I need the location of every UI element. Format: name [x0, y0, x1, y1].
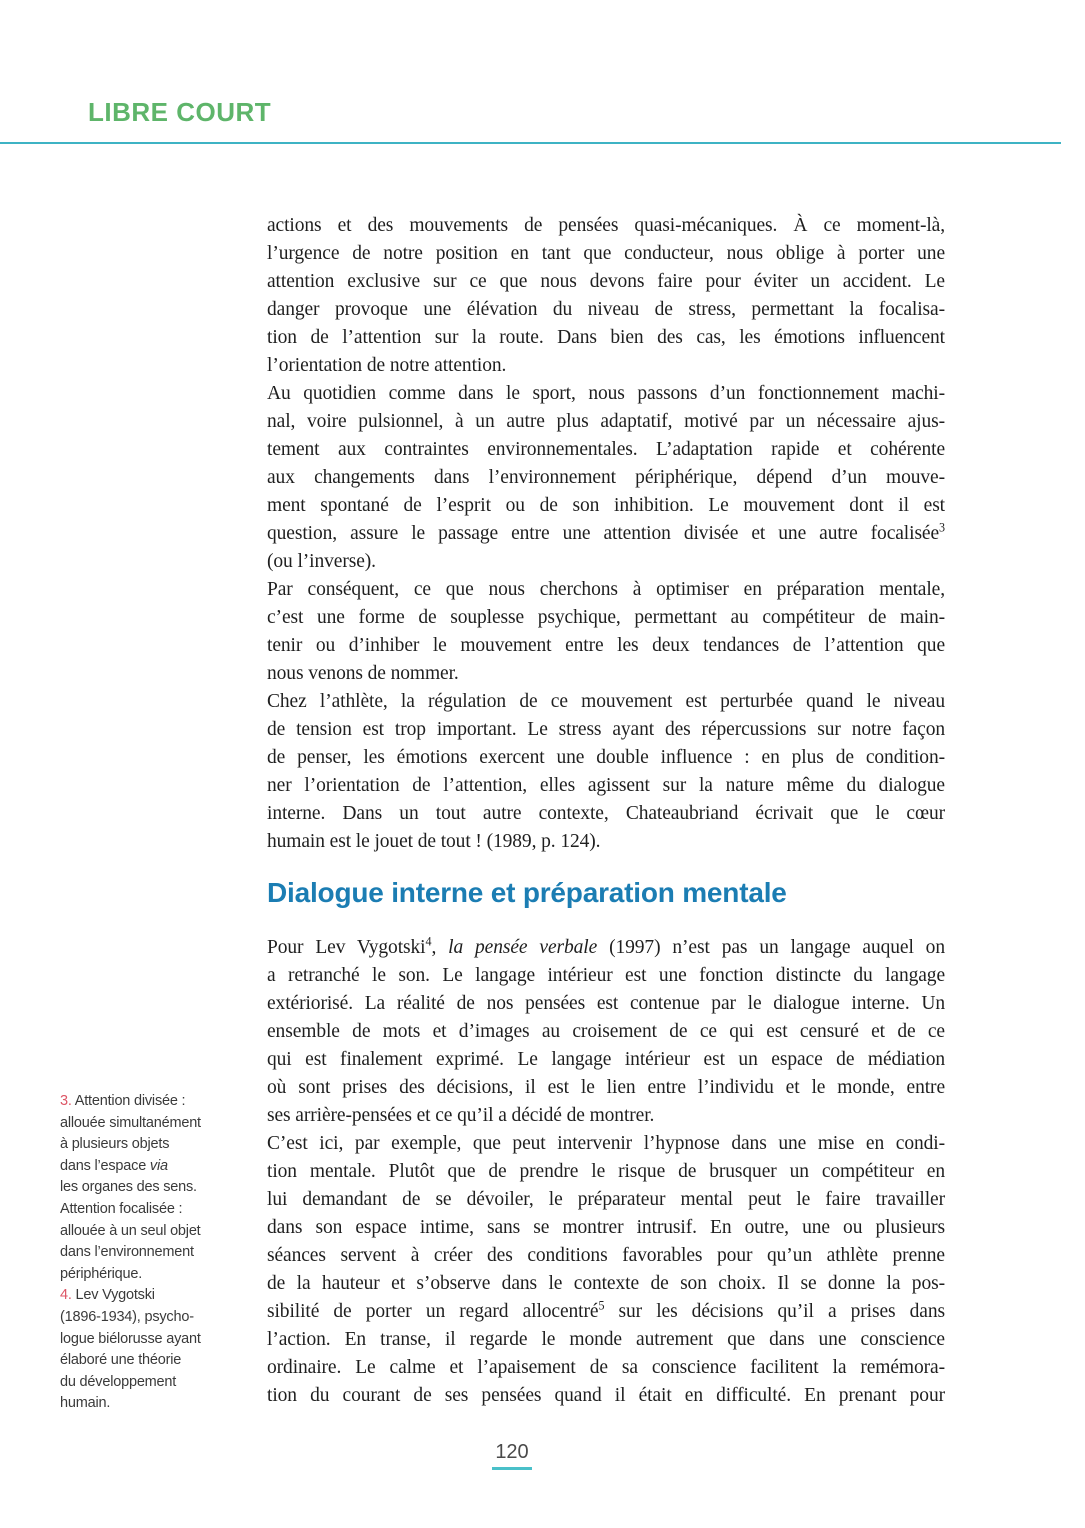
- text-segment: l’action. En transe, il regarde le monde autrement que dans une conscience: [267, 1329, 945, 1350]
- text-segment: (ou l’inverse).: [267, 551, 376, 572]
- page-number-block: [472, 1441, 552, 1470]
- text-line: [60, 1329, 245, 1351]
- text-segment: du développement: [60, 1373, 177, 1390]
- text-line: [267, 296, 945, 324]
- header-rule: [0, 142, 1061, 144]
- text-line: [267, 1102, 945, 1130]
- text-segment: ordinaire. Le calme et l’apaisement de sa conscience facilitent la remémora-: [267, 1357, 945, 1378]
- text-segment: tion mentale. Plutôt que de prendre le risque de brusquer un compétiteur en: [267, 1161, 945, 1182]
- text-line: [267, 716, 945, 744]
- text-segment: Chez l’athlète, la régulation de ce mouvement est perturbée quand le niveau: [267, 691, 945, 712]
- text-segment: Attention focalisée :: [60, 1200, 183, 1217]
- text-line: [267, 436, 945, 464]
- text-line: [60, 1091, 245, 1113]
- text-segment: sibilité de porter un regard allocentré: [267, 1301, 599, 1322]
- text-line: [60, 1372, 245, 1394]
- paragraph: [267, 576, 945, 688]
- text-segment: Attention divisée :: [71, 1093, 186, 1109]
- text-line: [267, 1242, 945, 1270]
- text-line: [267, 1326, 945, 1354]
- text-line: [267, 408, 945, 436]
- text-line: [60, 1221, 245, 1243]
- text-line: [267, 576, 945, 604]
- text-line: [267, 604, 945, 632]
- text-segment: ses arrière-pensées et ce qu’il a décidé de montrer.: [267, 1105, 655, 1126]
- text-line: [267, 744, 945, 772]
- text-segment: Au quotidien comme dans le sport, nous passons d’un fonctionnement machi-: [267, 383, 945, 404]
- paragraph: [267, 380, 945, 576]
- footnote-marker: 3: [939, 520, 945, 535]
- text-line: [267, 548, 945, 576]
- paragraph: [267, 688, 945, 856]
- text-line: [267, 212, 945, 240]
- text-segment: ment spontané de l’esprit ou de son inhibition. Le mouvement dont il est: [267, 495, 945, 516]
- text-line: [267, 1158, 945, 1186]
- text-line: [267, 1354, 945, 1382]
- footnote-marker: 4: [425, 934, 432, 949]
- text-line: [60, 1134, 245, 1156]
- text-segment: C’est ici, par exemple, que peut intervenir l’hypnose dans une mise en condi-: [267, 1133, 945, 1154]
- text-segment: extériorisé. La réalité de nos pensées est contenue par le dialogue interne. Un: [267, 993, 945, 1014]
- text-segment: qui est finalement exprimé. Le langage intérieur est un espace de médiation: [267, 1049, 945, 1070]
- text-segment: (1896-1934), psycho-: [60, 1308, 194, 1325]
- text-segment: tenir ou d’inhiber le mouvement entre les deux tendances de l’attention que: [267, 635, 945, 656]
- text-segment: de tension est trop important. Le stress ayant des répercussions sur notre façon: [267, 719, 945, 740]
- section-paragraphs: [267, 934, 945, 1410]
- text-segment: aux changements dans l’environnement périphérique, dépend d’un mouve-: [267, 467, 945, 488]
- text-line: [267, 1298, 945, 1326]
- text-segment: tement aux contraintes environnementales. L’adaptation rapide et cohérente: [267, 439, 945, 460]
- text-line: [267, 772, 945, 800]
- text-segment: allouée simultanément: [60, 1114, 201, 1131]
- text-segment: de penser, les émotions exercent une double influence : en plus de condition-: [267, 747, 945, 768]
- text-segment: l’urgence de notre position en tant que conducteur, nous oblige à porter une: [267, 243, 945, 264]
- text-line: [267, 464, 945, 492]
- body-text: [267, 212, 945, 1410]
- text-segment: humain est le jouet de tout ! (1989, p. 124).: [267, 831, 601, 852]
- text-segment: dans son espace intime, sans se montrer intrusif. En outre, une ou plusieurs: [267, 1217, 945, 1238]
- text-line: [267, 962, 945, 990]
- text-segment: périphérique.: [60, 1265, 143, 1282]
- footnote-marker: 5: [598, 1298, 605, 1313]
- margin-notes: [60, 1091, 245, 1415]
- text-segment: où sont prises des décisions, il est le lien entre l’individu et le monde, entre: [267, 1077, 945, 1098]
- text-segment: séances servent à créer des conditions favorables pour qu’un athlète prenne: [267, 1245, 945, 1266]
- text-segment: a retranché le son. Le langage intérieur est une fonction distincte du langage: [267, 965, 945, 986]
- text-line: [60, 1156, 245, 1178]
- text-segment: question, assure le passage entre une attention divisée et une autre focalisée: [267, 523, 940, 544]
- text-line: [60, 1264, 245, 1286]
- note-number: 4.: [60, 1287, 72, 1304]
- text-line: [267, 240, 945, 268]
- paragraph: [267, 934, 945, 1130]
- text-segment: tion du courant de ses pensées quand il était en difficulté. En prenant pour: [267, 1385, 945, 1406]
- margin-note: [60, 1285, 245, 1415]
- text-line: [60, 1242, 245, 1264]
- text-line: [60, 1199, 245, 1221]
- section-heading: Dialogue interne et préparation mentale: [267, 877, 787, 908]
- text-line: [267, 1186, 945, 1214]
- text-segment: humain.: [60, 1395, 111, 1412]
- note-number: 3.: [60, 1093, 72, 1109]
- text-segment: l’orientation de notre attention.: [267, 355, 507, 376]
- text-segment: Par conséquent, ce que nous cherchons à optimiser en préparation mentale,: [267, 579, 945, 600]
- page-number-underline: [492, 1467, 532, 1470]
- text-segment: Pour Lev Vygotski: [267, 937, 426, 958]
- text-line: [267, 324, 945, 352]
- text-segment: dans l’espace: [60, 1157, 150, 1174]
- text-line: [267, 1046, 945, 1074]
- text-segment: logue biélorusse ayant: [60, 1330, 201, 1347]
- text-line: [267, 1270, 945, 1298]
- text-line: [267, 1074, 945, 1102]
- text-segment: tion de l’attention sur la route. Dans bien des cas, les émotions influencent: [267, 327, 945, 348]
- text-segment: lui demandant de se dévoiler, le préparateur mental peut le faire travailler: [267, 1189, 945, 1210]
- text-line: [267, 934, 945, 962]
- text-segment: ner l’orientation de l’attention, elles agissent sur la nature même du dialogue: [267, 775, 945, 796]
- text-segment: nous venons de nommer.: [267, 663, 459, 684]
- text-line: [267, 990, 945, 1018]
- text-line: [267, 688, 945, 716]
- text-segment: danger provoque une élévation du niveau de stress, permettant la focalisa-: [267, 299, 945, 320]
- text-line: [60, 1393, 245, 1415]
- text-line: [267, 492, 945, 520]
- text-line: [60, 1177, 245, 1199]
- text-line: [60, 1113, 245, 1135]
- intro-paragraphs: [267, 212, 945, 856]
- page-number: 120: [495, 1441, 529, 1463]
- text-segment: élaboré une théorie: [60, 1352, 182, 1369]
- text-segment: interne. Dans un tout autre contexte, Chateaubriand écrivait que le cœur: [267, 803, 945, 824]
- text-segment: ,: [431, 937, 449, 958]
- text-line: [267, 352, 945, 380]
- text-segment: sur les décisions qu’il a prises dans: [604, 1301, 945, 1322]
- text-line: [60, 1307, 245, 1329]
- text-line: [267, 632, 945, 660]
- text-segment: de la hauteur et s’observe dans le contexte de son choix. Il se donne la pos-: [267, 1273, 945, 1294]
- text-segment: attention exclusive sur ce que nous devons faire pour éviter un accident. Le: [267, 271, 945, 292]
- text-line: [60, 1350, 245, 1372]
- text-segment: les organes des sens.: [60, 1179, 197, 1196]
- text-segment: nal, voire pulsionnel, à un autre plus adaptatif, motivé par un nécessaire ajus-: [267, 411, 945, 432]
- text-segment: Lev Vygotski: [71, 1287, 155, 1304]
- text-segment: ensemble de mots et d’images au croisement de ce qui est censuré et de ce: [267, 1021, 945, 1042]
- text-line: [267, 380, 945, 408]
- text-line: [267, 800, 945, 828]
- text-segment: la pensée verbale: [448, 937, 598, 958]
- text-line: [267, 1214, 945, 1242]
- text-segment: actions et des mouvements de pensées quasi-mécaniques. À ce moment-là,: [267, 215, 945, 236]
- margin-note: [60, 1091, 245, 1285]
- text-line: [267, 1382, 945, 1410]
- text-line: [267, 660, 945, 688]
- text-line: [267, 520, 945, 548]
- text-segment: via: [149, 1157, 168, 1174]
- text-segment: à plusieurs objets: [60, 1136, 170, 1153]
- text-segment: allouée à un seul objet: [60, 1222, 201, 1239]
- text-line: [267, 1018, 945, 1046]
- text-line: [267, 1130, 945, 1158]
- text-line: [60, 1285, 245, 1307]
- running-head: LIBRE COURT: [88, 97, 272, 127]
- paragraph: [267, 212, 945, 380]
- text-segment: dans l’environnement: [60, 1244, 194, 1261]
- paragraph: [267, 1130, 945, 1410]
- text-segment: c’est une forme de souplesse psychique, permettant au compétiteur de main-: [267, 607, 945, 628]
- text-line: [267, 828, 945, 856]
- text-segment: (1997) n’est pas un langage auquel on: [597, 937, 945, 958]
- text-line: [267, 268, 945, 296]
